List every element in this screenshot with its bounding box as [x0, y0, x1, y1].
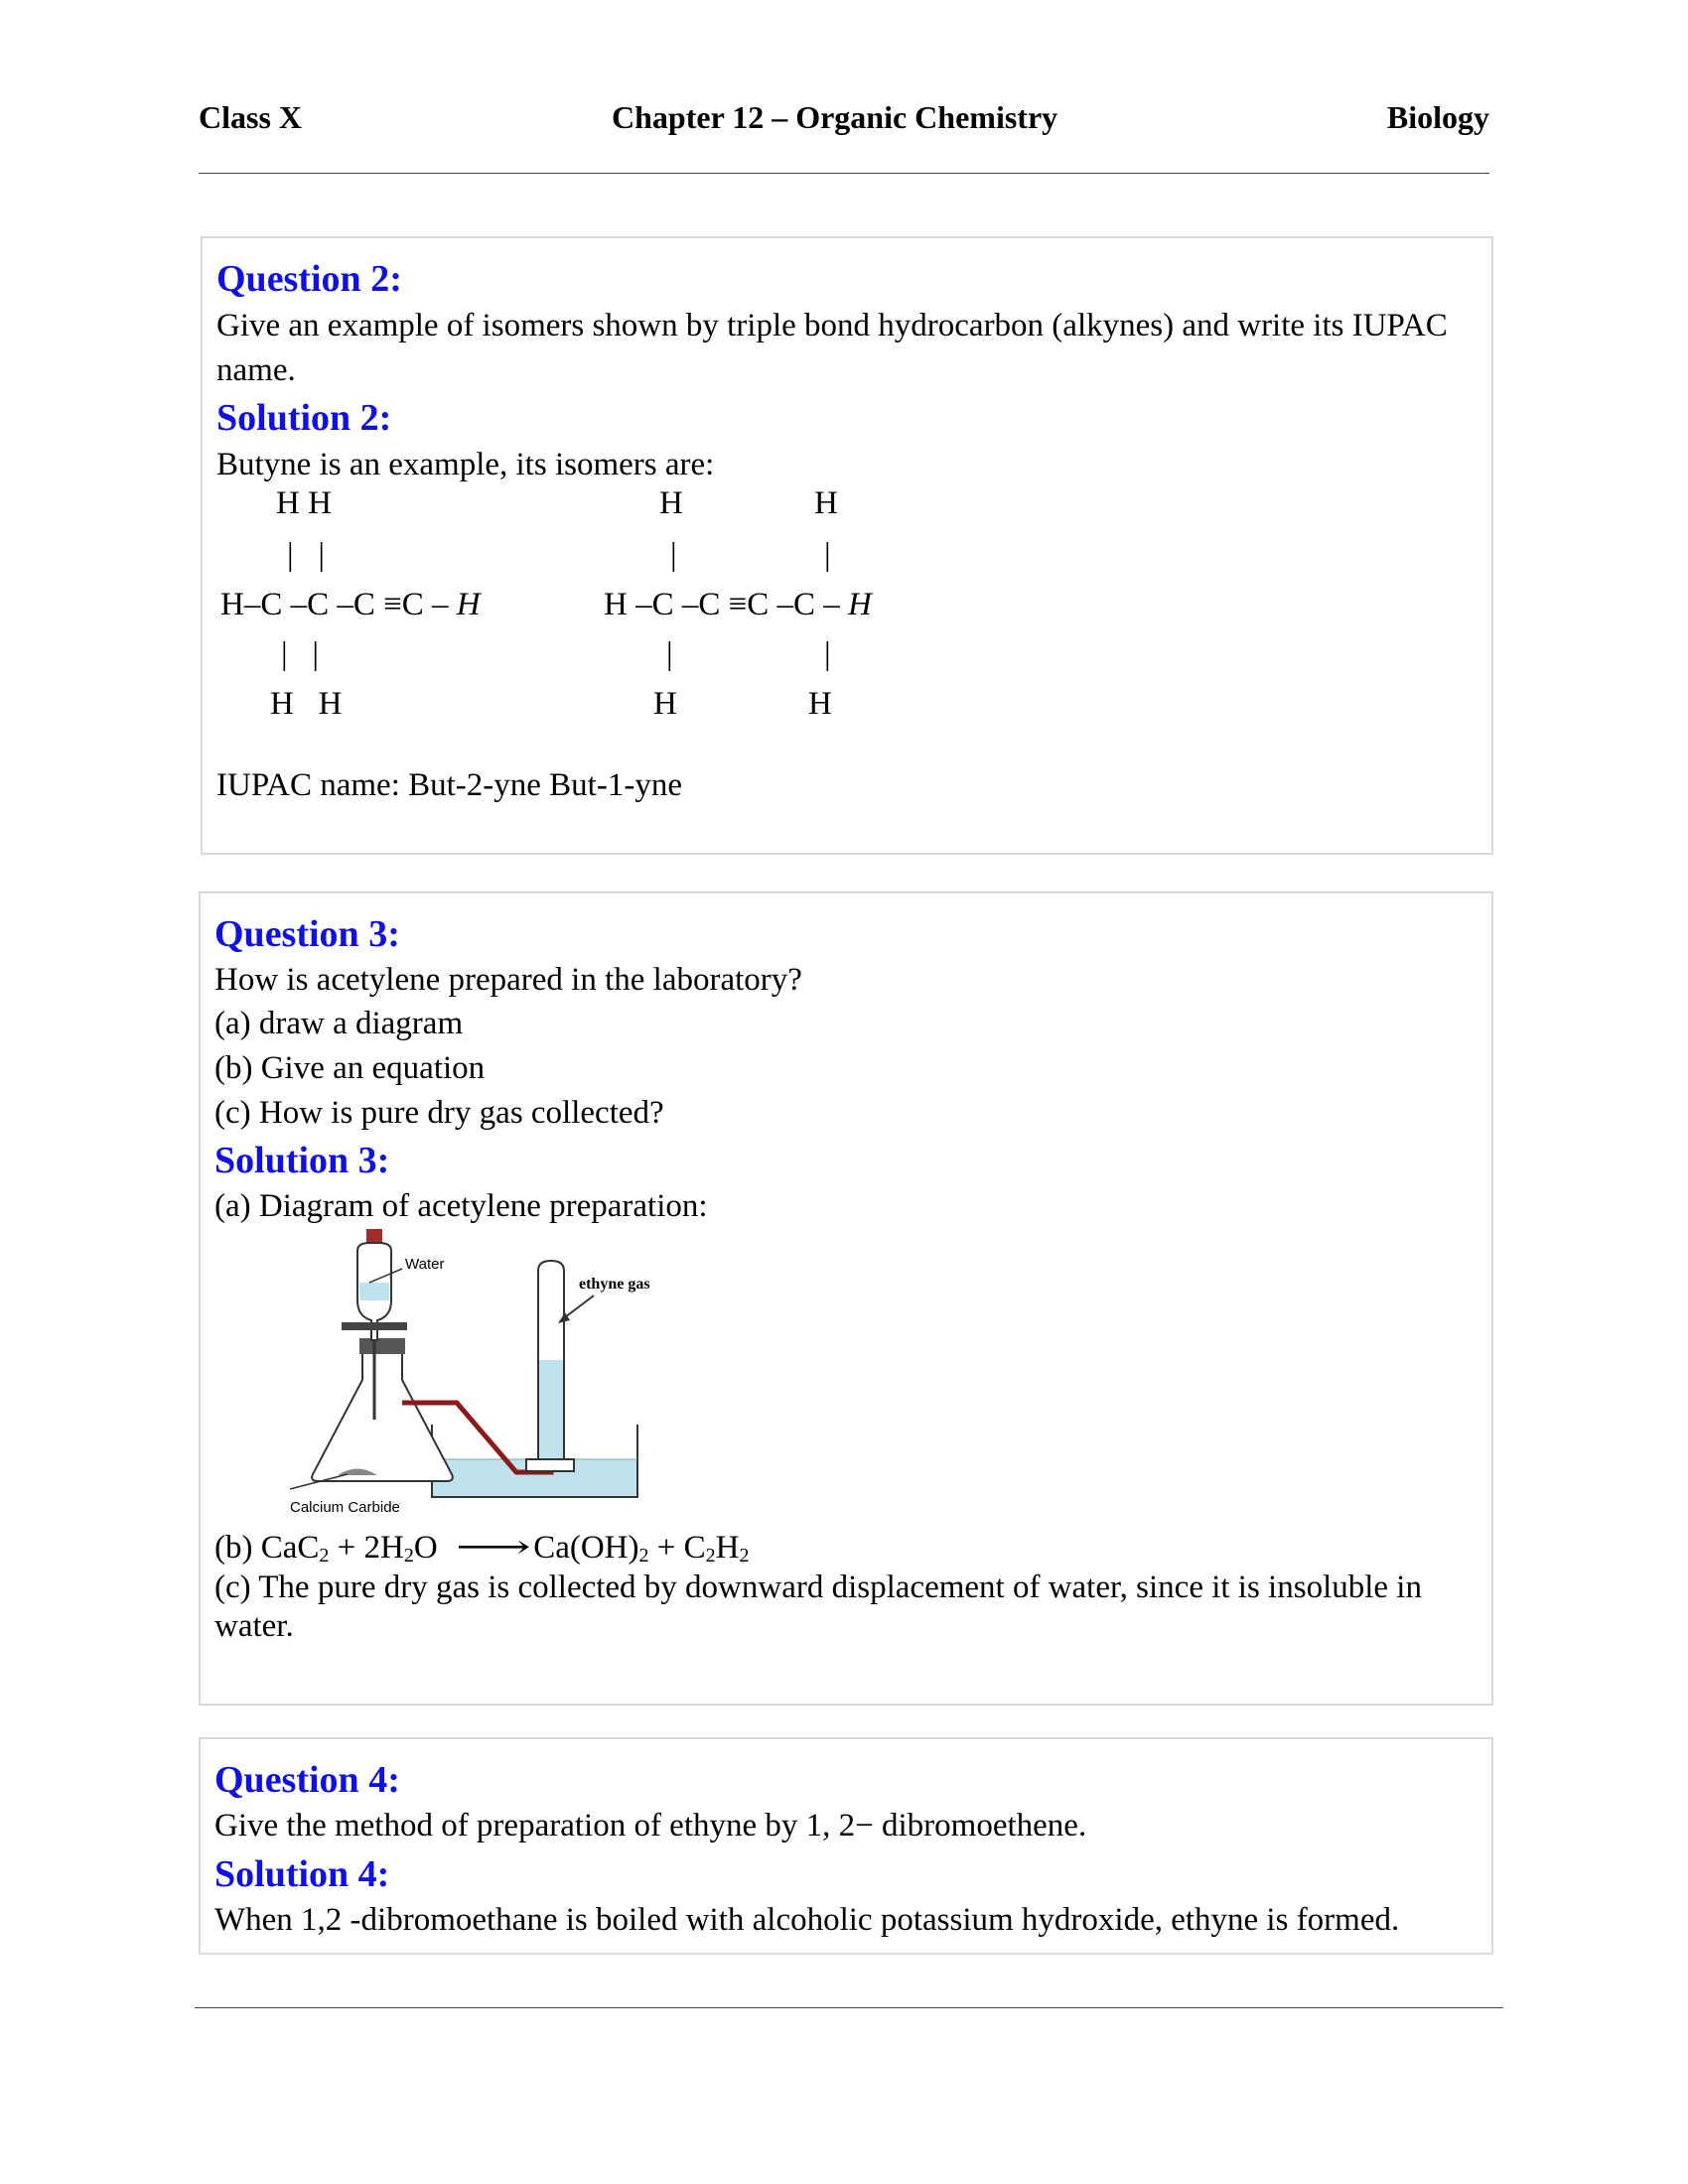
- struct2-chain: [604, 589, 872, 621]
- question-4-text: Give the method of preparation of ethyne by 1, 2− dibromoethene.: [214, 1808, 1087, 1843]
- question-3-text: How is acetylene prepared in the laboratory?: [214, 962, 802, 998]
- question-2-text-line1: Give an example of isomers shown by triple bond hydrocarbon (alkynes) and write its IUPAC: [216, 308, 1448, 343]
- question-3-part-b: (b) Give an equation: [214, 1050, 486, 1086]
- struct2-bottom-h1: H: [653, 686, 677, 722]
- acetylene-apparatus-diagram: [278, 1221, 695, 1519]
- struct2-bottom-h2: H: [808, 686, 832, 722]
- struct2-top-h2: H: [814, 485, 838, 521]
- funnel-tap: [342, 1322, 407, 1330]
- equation-arrow: ⟶: [455, 1530, 531, 1566]
- gas-label: ethyne gas: [579, 1276, 650, 1293]
- solution-3-title: Solution 3:: [214, 1140, 390, 1181]
- struct1-bonds-down: | |: [281, 636, 319, 672]
- struct1-bonds-up: | |: [287, 537, 325, 573]
- conical-flask: [312, 1350, 453, 1481]
- struct2-chain-plain: H –C –C ≡C –C –: [604, 587, 848, 622]
- question-4-title: Question 4:: [214, 1759, 400, 1801]
- question-2-title: Question 2:: [216, 258, 402, 300]
- struct2-bond-up2: |: [824, 537, 831, 573]
- struct1-bottom-h: H H: [270, 686, 343, 722]
- solution-2-intro: Butyne is an example, its isomers are:: [216, 447, 715, 482]
- beehive-shelf: [526, 1459, 574, 1471]
- gas-jar-water: [539, 1360, 563, 1469]
- equation-lhs: $CaC_2 + 2H_2O$: [260, 1530, 438, 1567]
- question-2-text-line2: name.: [216, 352, 296, 388]
- header-subject: Biology: [1386, 99, 1489, 135]
- footer-rule: [195, 2007, 1503, 2008]
- equation-label: (b): [214, 1530, 253, 1566]
- struct2-top-h1: H: [659, 485, 683, 521]
- equation-rhs: $Ca(OH)_2 + C_2H_2$: [533, 1530, 750, 1567]
- struct2-bond-down2: |: [824, 636, 831, 672]
- water-label: Water: [405, 1256, 445, 1273]
- question-3-part-a: (a) draw a diagram: [214, 1006, 464, 1041]
- header-class: Class X: [199, 99, 303, 135]
- struct1-top-h: H H: [276, 485, 332, 521]
- solution-4-title: Solution 4:: [214, 1853, 390, 1895]
- solution-3-part-c-line1: (c) The pure dry gas is collected by downward displacement of water, since it is insoluble in: [214, 1570, 1422, 1605]
- question-3-part-c: (c) How is pure dry gas collected?: [214, 1095, 664, 1131]
- flask-stopper: [359, 1338, 405, 1354]
- solution-3-equation: [214, 1532, 749, 1565]
- struct2-chain-italic: H: [848, 587, 872, 622]
- solution-4-text: When 1,2 -dibromoethane is boiled with alcoholic potassium hydroxide, ethyne is formed.: [214, 1902, 1400, 1938]
- struct2-bond-up1: |: [670, 537, 677, 573]
- struct1-chain: [220, 589, 481, 621]
- struct1-chain-italic: H: [456, 587, 481, 622]
- question-3-title: Question 3:: [214, 913, 400, 955]
- funnel-water: [359, 1283, 389, 1300]
- struct1-chain-plain: H–C –C –C ≡C –: [220, 587, 457, 622]
- solution-3-part-c-line2: water.: [214, 1608, 294, 1644]
- header-rule: [199, 173, 1489, 174]
- carbide-label: Calcium Carbide: [290, 1499, 400, 1516]
- solution-2-iupac: IUPAC name: But-2-yne But-1-yne: [216, 767, 682, 803]
- solution-2-title: Solution 2:: [216, 397, 392, 439]
- header-chapter: Chapter 12 – Organic Chemistry: [612, 99, 1058, 135]
- struct2-bond-down1: |: [666, 636, 673, 672]
- solution-3-part-a: (a) Diagram of acetylene preparation:: [214, 1188, 708, 1224]
